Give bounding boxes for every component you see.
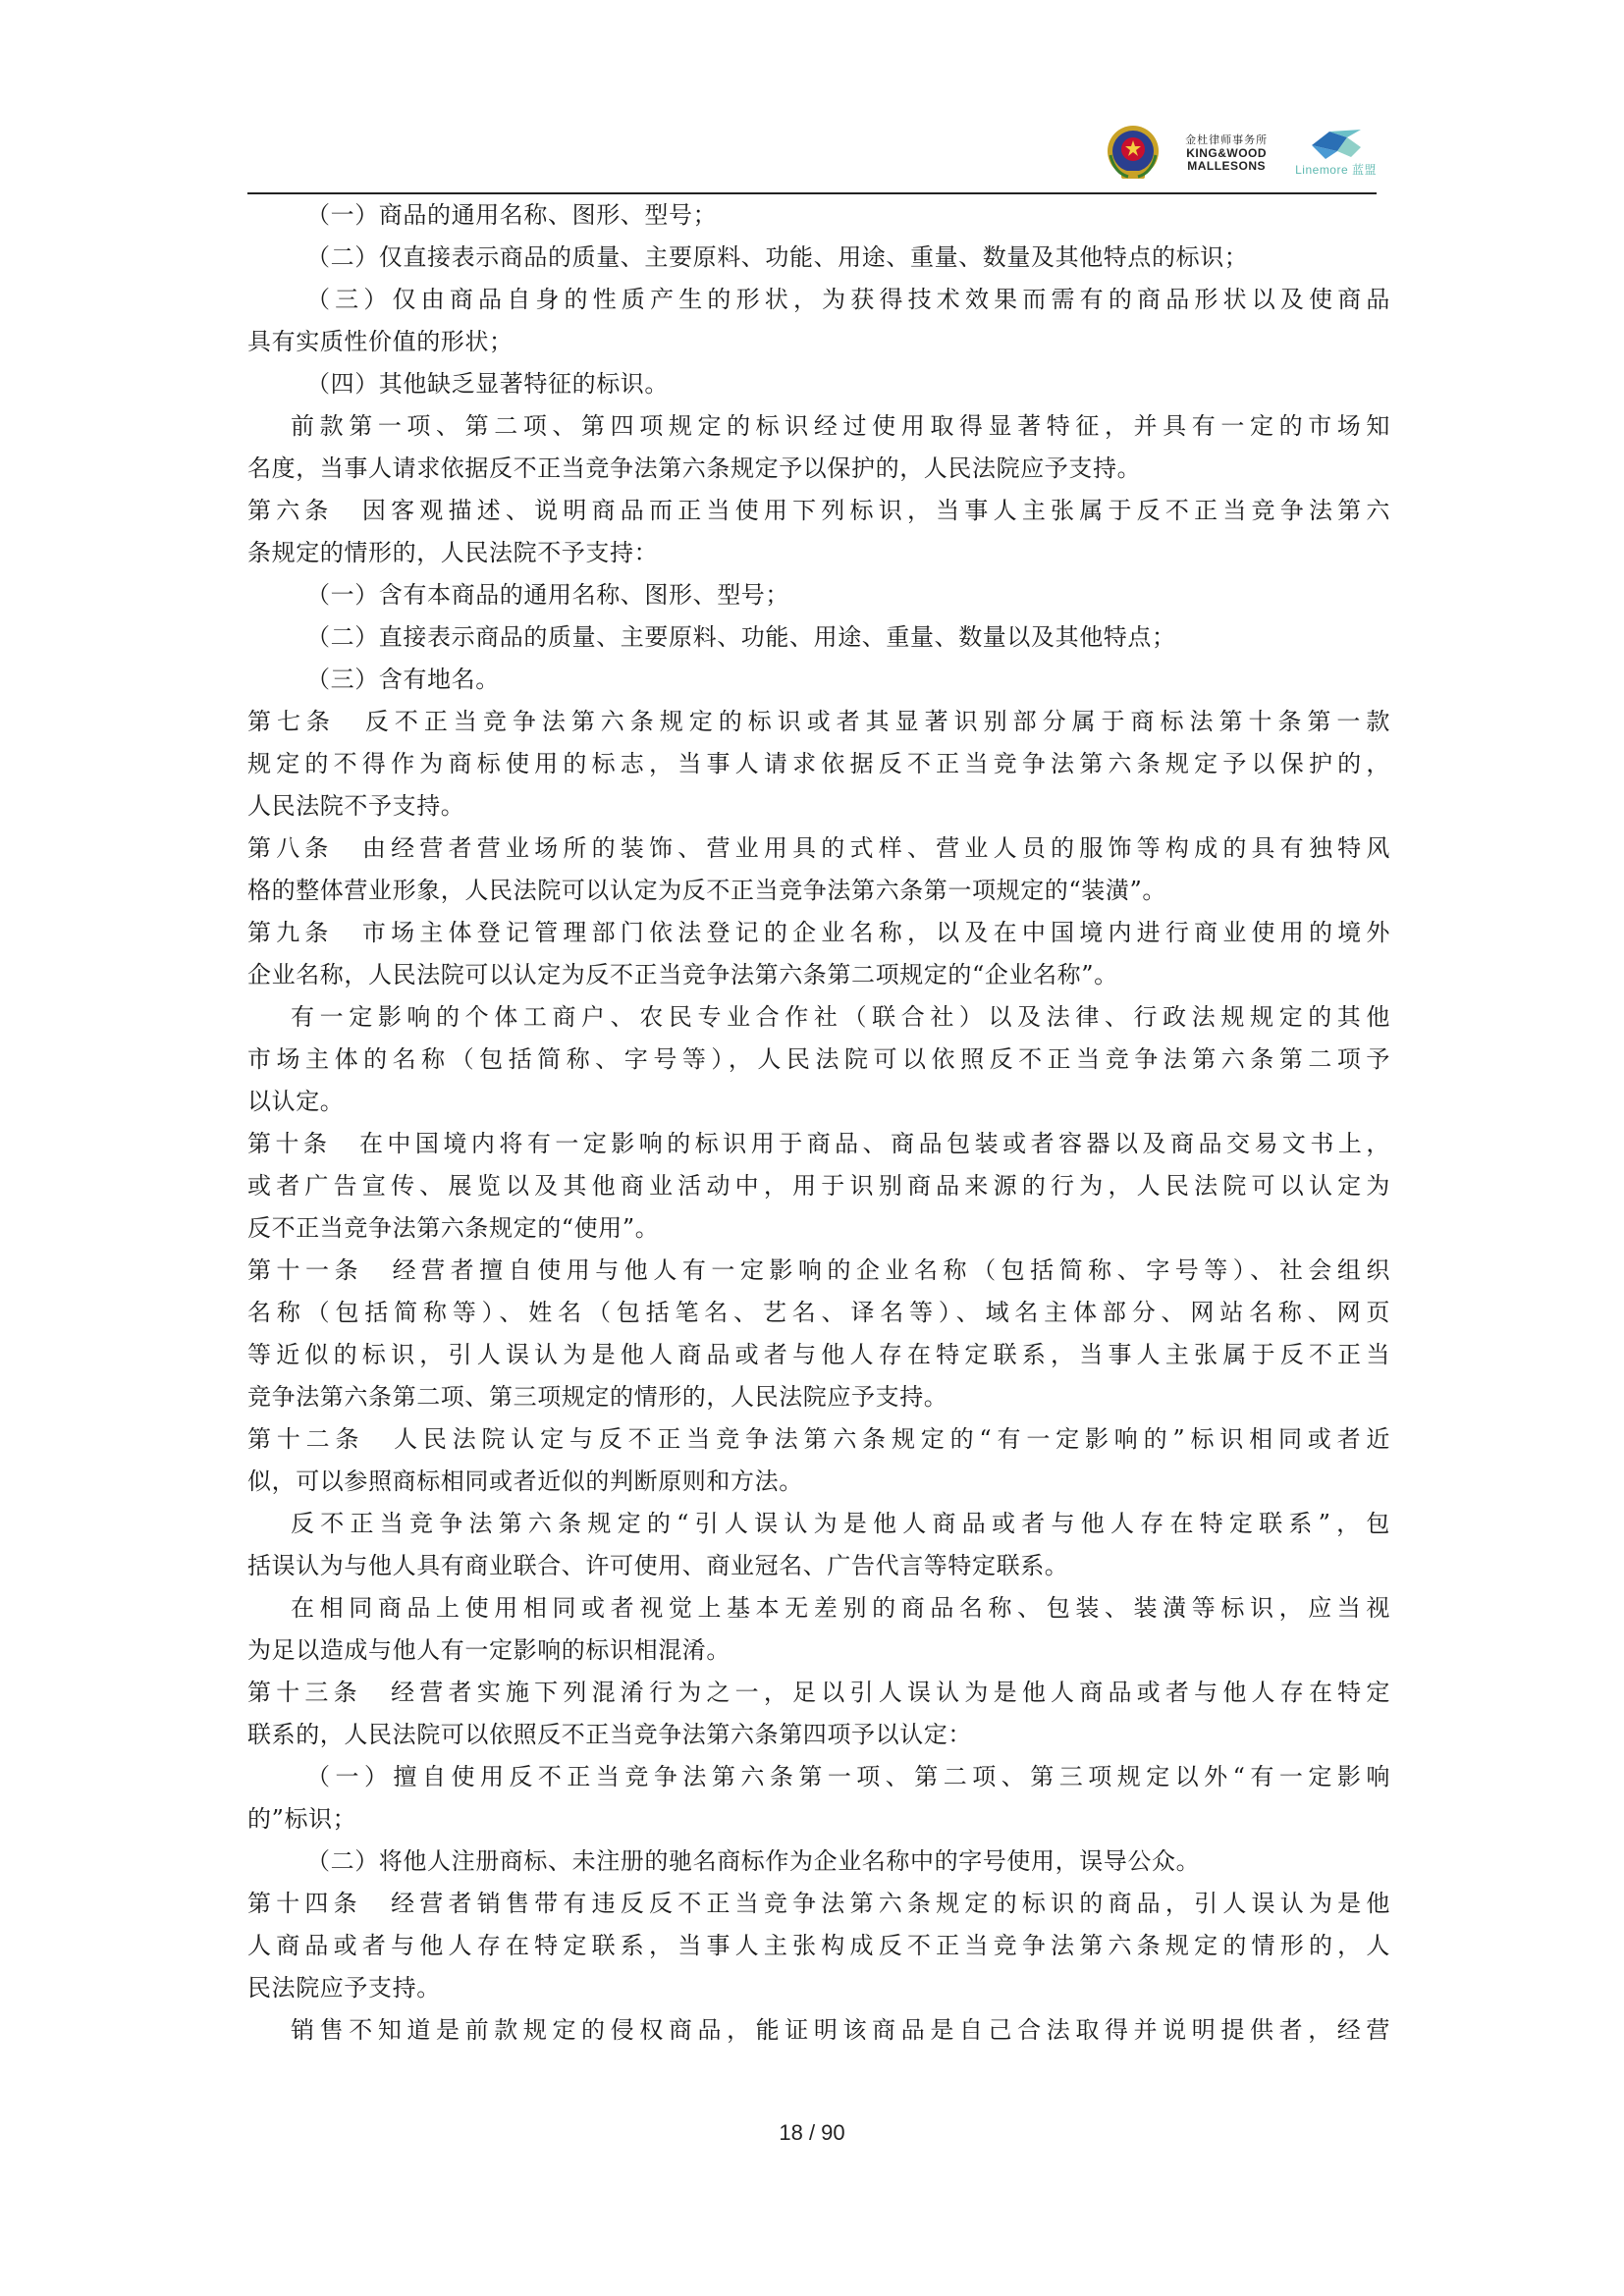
text-line: （二）仅直接表示商品的质量、主要原料、功能、用途、重量、数量及其他特点的标识； xyxy=(306,243,1249,271)
text-line: 联系的，人民法院可以依照反不正当竞争法第六条第四项予以认定： xyxy=(247,1721,972,1748)
text-line: 规定的不得作为商标使用的标志，当事人请求依据反不正当竞争法第六条规定予以保护的， xyxy=(247,750,1390,777)
text-line: 似，可以参照商标相同或者近似的判断原则和方法。 xyxy=(247,1468,803,1495)
text-line: 第十四条 经营者销售带有违反反不正当竞争法第六条规定的标识的商品，引人误认为是他 xyxy=(247,1890,1390,1917)
text-line: 人民法院不予支持。 xyxy=(247,792,465,820)
text-line: 以认定。 xyxy=(247,1088,345,1115)
text-line: （二）直接表示商品的质量、主要原料、功能、用途、重量、数量以及其他特点； xyxy=(306,623,1176,651)
text-line: 具有实质性价值的形状； xyxy=(247,328,514,355)
document-body xyxy=(247,194,1390,2052)
text-line: 或者广告宣传、展览以及其他商业活动中，用于识别商品来源的行为，人民法院可以认定为 xyxy=(247,1172,1390,1200)
text-line: 的”标识； xyxy=(247,1805,357,1833)
header-logos xyxy=(1105,118,1377,187)
text-line: 前款第一项、第二项、第四项规定的标识经过使用取得显著特征，并具有一定的市场知 xyxy=(291,412,1390,440)
text-line: 销售不知道是前款规定的侵权商品，能证明该商品是自己合法取得并说明提供者，经营 xyxy=(291,2016,1390,2044)
text-line: （一）商品的通用名称、图形、型号； xyxy=(306,201,718,229)
text-line: 等近似的标识，引人误认为是他人商品或者与他人存在特定联系，当事人主张属于反不正当 xyxy=(247,1341,1390,1368)
text-line: 人商品或者与他人存在特定联系，当事人主张构成反不正当竞争法第六条规定的情形的，人 xyxy=(247,1932,1390,1959)
police-emblem-icon xyxy=(1105,122,1162,183)
text-line: （四）其他缺乏显著特征的标识。 xyxy=(306,370,669,398)
text-line: 第七条 反不正当竞争法第六条规定的标识或者其显著识别部分属于商标法第十条第一款 xyxy=(247,708,1390,735)
text-line: （一）擅自使用反不正当竞争法第六条第一项、第二项、第三项规定以外“有一定影响 xyxy=(306,1763,1390,1790)
text-line: 民法院应予支持。 xyxy=(247,1974,441,2002)
text-line: 格的整体营业形象，人民法院可以认定为反不正当竞争法第六条第一项规定的“装潢”。 xyxy=(247,877,1166,904)
text-line: （二）将他人注册商标、未注册的驰名商标作为企业名称中的字号使用，误导公众。 xyxy=(306,1847,1201,1875)
kwm-logo-en-2: MALLESONS xyxy=(1187,159,1267,173)
text-line: 第十三条 经营者实施下列混淆行为之一，足以引人误认为是他人商品或者与他人存在特定 xyxy=(247,1679,1390,1706)
text-line: 第十条 在中国境内将有一定影响的标识用于商品、商品包装或者容器以及商品交易文书上， xyxy=(247,1130,1390,1157)
text-line: 为足以造成与他人有一定影响的标识相混淆。 xyxy=(247,1636,731,1664)
text-line: 第八条 由经营者营业场所的装饰、营业用具的式样、营业人员的服饰等构成的具有独特风 xyxy=(247,834,1390,862)
linemore-logo-icon xyxy=(1308,128,1365,161)
kwm-logo xyxy=(1185,132,1268,173)
text-line: 第十一条 经营者擅自使用与他人有一定影响的企业名称（包括简称、字号等）、社会组织 xyxy=(247,1256,1390,1284)
linemore-logo-text: Linemore 蓝盟 xyxy=(1295,162,1377,177)
text-line: 反不正当竞争法第六条规定的“引人误认为是他人商品或者与他人存在特定联系”，包 xyxy=(291,1510,1390,1537)
linemore-logo xyxy=(1295,128,1377,178)
text-line: 竞争法第六条第二项、第三项规定的情形的，人民法院应予支持。 xyxy=(247,1383,948,1411)
text-line: （三）仅由商品自身的性质产生的形状，为获得技术效果而需有的商品形状以及使商品 xyxy=(306,286,1390,313)
text-line: 反不正当竞争法第六条规定的“使用”。 xyxy=(247,1214,660,1242)
kwm-logo-en-1: KING&WOOD xyxy=(1186,146,1268,160)
page-number: 18 / 90 xyxy=(779,2120,845,2145)
text-line: 名度，当事人请求依据反不正当竞争法第六条规定予以保护的，人民法院应予支持。 xyxy=(247,454,1142,482)
page-header xyxy=(247,108,1377,194)
text-line: 有一定影响的个体工商户、农民专业合作社（联合社）以及法律、行政法规规定的其他 xyxy=(291,1003,1390,1031)
text-line: （三）含有地名。 xyxy=(306,666,500,693)
kwm-logo-cn: 金杜律师事务所 xyxy=(1185,134,1269,146)
text-line: 企业名称，人民法院可以认定为反不正当竞争法第六条第二项规定的“企业名称”。 xyxy=(247,961,1118,988)
text-line: 条规定的情形的，人民法院不予支持： xyxy=(247,539,659,566)
text-line: 在相同商品上使用相同或者视觉上基本无差别的商品名称、包装、装潢等标识，应当视 xyxy=(291,1594,1390,1622)
text-line: 第九条 市场主体登记管理部门依法登记的企业名称，以及在中国境内进行商业使用的境外 xyxy=(247,919,1390,946)
text-line: 第十二条 人民法院认定与反不正当竞争法第六条规定的“有一定影响的”标识相同或者近 xyxy=(247,1425,1390,1453)
text-line: 市场主体的名称（包括简称、字号等），人民法院可以依照反不正当竞争法第六条第二项予 xyxy=(247,1045,1390,1073)
text-line: 括误认为与他人具有商业联合、许可使用、商业冠名、广告代言等特定联系。 xyxy=(247,1552,1069,1579)
text-line: 名称（包括简称等）、姓名（包括笔名、艺名、译名等）、域名主体部分、网站名称、网页 xyxy=(247,1299,1390,1326)
text-line: 第六条 因客观描述、说明商品而正当使用下列标识，当事人主张属于反不正当竞争法第六 xyxy=(247,497,1390,524)
text-line: （一）含有本商品的通用名称、图形、型号； xyxy=(306,581,789,609)
